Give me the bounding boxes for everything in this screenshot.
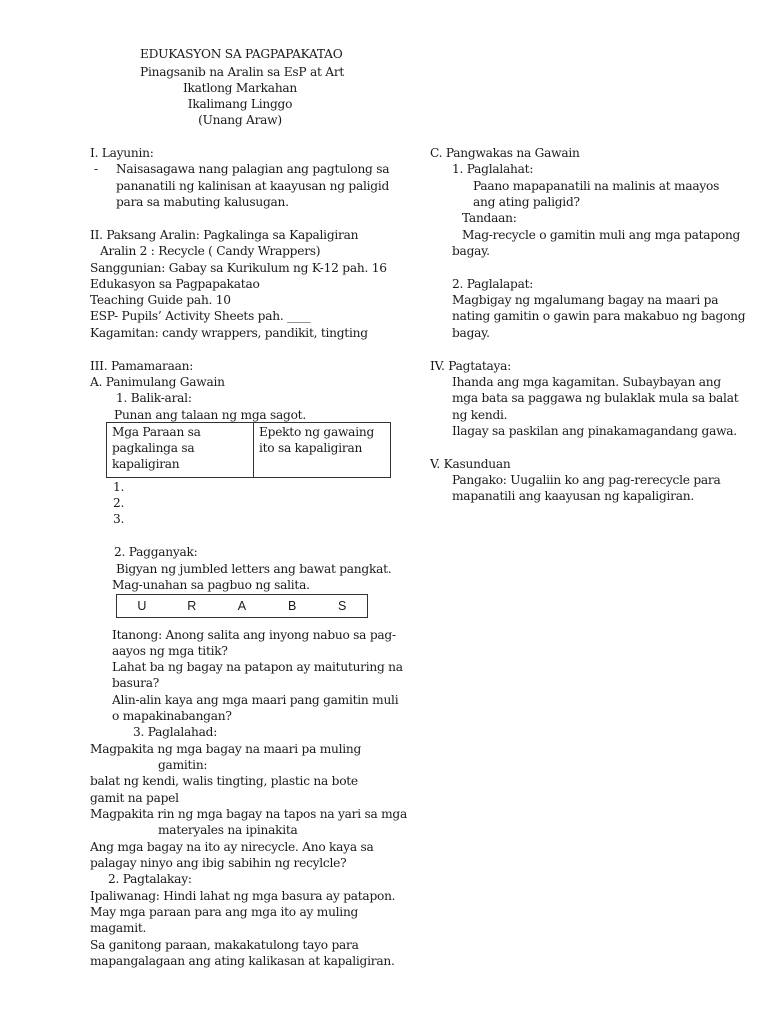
paksa-heading: II. Paksang Aralin: Pagkalinga sa Kapaligiran xyxy=(90,228,359,242)
table-header-epekto: Epekto ng gawaing ito sa kapaligiran xyxy=(254,423,391,478)
paksa-line: Aralin 2 : Recycle ( Candy Wrappers) xyxy=(100,244,321,258)
pagganyak-line: Bigyan ng jumbled letters ang bawat pangkat. xyxy=(116,562,392,576)
pamamaraan-heading: III. Pamamaraan: xyxy=(90,359,194,373)
pagganyak-line: Mag-unahan sa pagbuo ng salita. xyxy=(112,578,310,592)
paglalahad-line: Magpakita ng mga bagay na maari pa muling xyxy=(90,742,362,756)
document-subtitle: Pinagsanib na Aralin sa EsP at Art xyxy=(140,65,345,79)
paglalahad-heading: 3. Paglalahad: xyxy=(133,725,218,739)
table-header-paraan: Mga Paraan sa pagkalinga sa kapaligiran xyxy=(107,423,254,478)
pagtataya-line: ng kendi. xyxy=(452,408,508,422)
paglalahad-line: balat ng kendi, walis tingting, plastic na bote xyxy=(90,774,358,788)
document-title: EDUKASYON SA PAGPAPAKATAO xyxy=(140,47,343,61)
jumbled-letter: A xyxy=(237,599,247,613)
pagtataya-line: Ilagay sa paskilan ang pinakamagandang gawa. xyxy=(452,424,737,438)
paglalapat-line: Magbigay ng mgalumang bagay na maari pa xyxy=(452,293,719,307)
pagtalakay-line: mapangalagaan ang ating kalikasan at kapaligiran. xyxy=(90,954,395,968)
paglalahad-line: Ang mga bagay na ito ay nirecycle. Ano kaya sa xyxy=(90,840,374,854)
jumbled-letters-box xyxy=(116,594,368,618)
balik-aral-table xyxy=(106,422,391,478)
pagtalakay-line: magamit. xyxy=(90,921,147,935)
pagtalakay-line: Sa ganitong paraan, makakatulong tayo para xyxy=(90,938,359,952)
paglalapat-line: bagay. xyxy=(452,326,490,340)
question-line: aayos ng mga titik? xyxy=(112,644,228,658)
kasunduan-heading: V. Kasunduan xyxy=(430,457,511,471)
kasunduan-line: mapanatili ang kaayusan ng kapaligiran. xyxy=(452,489,694,503)
answer-number: 3. xyxy=(113,512,125,526)
paglalapat-line: nating gamitin o gawin para makabuo ng bagong xyxy=(452,309,746,323)
paglalahat-line: ang ating paligid? xyxy=(473,195,580,209)
paksa-line: Kagamitan: candy wrappers, pandikit, tingting xyxy=(90,326,368,340)
paglalahad-line: Magpakita rin ng mga bagay na tapos na yari sa mga xyxy=(90,807,407,821)
question-line: Lahat ba ng bagay na patapon ay maituturing na xyxy=(112,660,403,674)
paglalahad-line: gamitin: xyxy=(158,758,208,772)
pangwakas-heading: C. Pangwakas na Gawain xyxy=(430,146,580,160)
paglalahad-line: gamit na papel xyxy=(90,791,179,805)
question-line: basura? xyxy=(112,676,160,690)
balik-aral-heading: 1. Balik-aral: xyxy=(116,391,192,405)
layunin-dash: - xyxy=(94,162,98,176)
answer-number: 1. xyxy=(113,480,125,494)
paglalahat-heading: 1. Paglalahat: xyxy=(452,162,534,176)
tandaan-line: bagay. xyxy=(452,244,490,258)
pagtalakay-heading: 2. Pagtalakay: xyxy=(108,872,192,886)
layunin-line: para sa mabuting kalusugan. xyxy=(116,195,289,209)
pagtataya-line: mga bata sa paggawa ng bulaklak mula sa balat xyxy=(452,391,739,405)
paglalahad-line: palagay ninyo ang ibig sabihin ng recylcle? xyxy=(90,856,347,870)
jumbled-letter: B xyxy=(287,599,297,613)
pagtataya-line: Ihanda ang mga kagamitan. Subaybayan ang xyxy=(452,375,721,389)
kasunduan-line: Pangako: Uugaliin ko ang pag-rerecycle para xyxy=(452,473,721,487)
pagtataya-heading: IV. Pagtataya: xyxy=(430,359,512,373)
tandaan-line: Mag-recycle o gamitin muli ang mga patapong xyxy=(462,228,741,242)
question-line: Alin-alin kaya ang mga maari pang gamitin muli xyxy=(112,693,399,707)
paksa-line: ESP- Pupils’ Activity Sheets pah. ____ xyxy=(90,309,311,323)
paglalahad-line: materyales na ipinakita xyxy=(158,823,298,837)
jumbled-letter: R xyxy=(187,599,197,613)
layunin-line: pananatili ng kalinisan at kaayusan ng paligid xyxy=(116,179,390,193)
pagtalakay-line: May mga paraan para ang mga ito ay muling xyxy=(90,905,359,919)
answer-number: 2. xyxy=(113,496,125,510)
question-line: o mapakinabangan? xyxy=(112,709,232,723)
quarter-label: Ikatlong Markahan xyxy=(182,81,298,95)
paksa-line: Edukasyon sa Pagpapakatao xyxy=(90,277,260,291)
pagtalakay-line: Ipaliwanag: Hindi lahat ng mga basura ay patapon. xyxy=(90,889,396,903)
panimulang-heading: A. Panimulang Gawain xyxy=(90,375,225,389)
day-label: (Unang Araw) xyxy=(198,113,282,127)
tandaan-heading: Tandaan: xyxy=(462,211,517,225)
paksa-line: Teaching Guide pah. 10 xyxy=(90,293,231,307)
punan-instruction: Punan ang talaan ng mga sagot. xyxy=(114,408,306,422)
layunin-line: Naisasagawa nang palagian ang pagtulong sa xyxy=(116,162,390,176)
paglalahat-line: Paano mapapanatili na malinis at maayos xyxy=(473,179,720,193)
pagganyak-heading: 2. Pagganyak: xyxy=(114,545,198,559)
jumbled-letter: U xyxy=(137,599,147,613)
paglalapat-heading: 2. Paglalapat: xyxy=(452,277,534,291)
week-label: Ikalimang Linggo xyxy=(187,97,293,111)
layunin-heading: I. Layunin: xyxy=(90,146,154,160)
paksa-line: Sanggunian: Gabay sa Kurikulum ng K-12 pah. 16 xyxy=(90,261,387,275)
question-line: Itanong: Anong salita ang inyong nabuo sa pag- xyxy=(112,628,396,642)
jumbled-letter: S xyxy=(337,599,347,613)
